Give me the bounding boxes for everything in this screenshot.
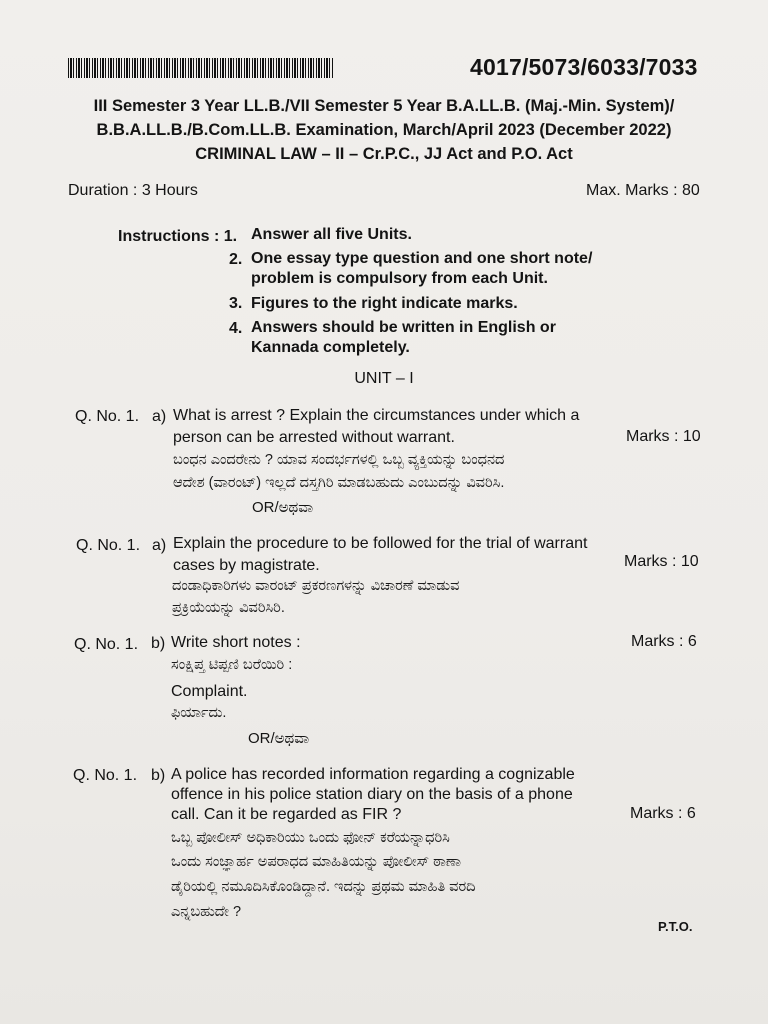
question-part: a) [152, 537, 167, 554]
question-part: b) [151, 635, 166, 652]
instruction-2-line-2: problem is compulsory from each Unit. [251, 270, 548, 287]
question-kannada-line-1: ಒಬ್ಬ ಪೋಲೀಸ್ ಅಧಿಕಾರಿಯು ಒಂದು ಫೋನ್ ಕರೆಯನ್ನಾಧರಿಸಿ [171, 830, 450, 846]
question-number: Q. No. 1. [75, 408, 140, 425]
max-marks: Max. Marks : 80 [586, 182, 700, 199]
question-marks: Marks : 10 [624, 553, 699, 570]
paper-code: 4017/5073/6033/7033 [470, 54, 698, 80]
question-text-line-3: call. Can it be regarded as FIR ? [171, 806, 402, 823]
question-text-line-1: A police has recorded information regarding a cognizable [171, 766, 575, 783]
instruction-4-line-1: Answers should be written in English or [251, 319, 556, 336]
instruction-1: Answer all five Units. [251, 226, 412, 243]
instructions-label: Instructions : 1. [118, 228, 238, 245]
question-part: b) [151, 767, 166, 784]
question-marks: Marks : 6 [631, 633, 697, 650]
instruction-3: Figures to the right indicate marks. [251, 295, 518, 312]
instruction-4-line-2: Kannada completely. [251, 339, 410, 356]
or-divider: OR/ಅಥವಾ [252, 499, 314, 516]
question-kannada-line-4: ಎನ್ನಬಹುದೇ ? [171, 904, 242, 920]
instruction-2-number: 2. [229, 251, 243, 268]
question-kannada-line-2: ಒಂದು ಸಂಜ್ಞಾರ್ಹ ಅಪರಾಧದ ಮಾಹಿತಿಯನ್ನು ಪೋಲೀಸ್ ಠಾಣಾ [171, 854, 462, 870]
barcode-image [68, 58, 334, 78]
instruction-4-number: 4. [229, 320, 243, 337]
question-text-line-2: offence in his police station diary on the basis of a phone [171, 786, 573, 803]
question-text-line-1: What is arrest ? Explain the circumstances under which a [173, 407, 580, 424]
question-number: Q. No. 1. [76, 537, 141, 554]
question-marks: Marks : 10 [626, 428, 701, 445]
question-kannada-line-1: ಬಂಧನ ಎಂದರೇನು ? ಯಾವ ಸಂದರ್ಭಗಳಲ್ಲಿ ಒಬ್ಬ ವ್ಯಕ್ತಿಯನ್ನು ಬಂಧನದ [173, 452, 505, 468]
exam-title-line-3: CRIMINAL LAW – II – Cr.P.C., JJ Act and P.O. Act [195, 145, 573, 163]
question-kannada-line-2: ಪ್ರಕ್ರಿಯೆಯನ್ನು ವಿವರಿಸಿರಿ. [172, 600, 285, 616]
exam-title-line-1: III Semester 3 Year LL.B./VII Semester 5 Year B.A.LL.B. (Maj.-Min. System)/ [93, 97, 675, 115]
or-divider: OR/ಅಥವಾ [248, 730, 310, 747]
question-kannada-line-2: ಆದೇಶ (ವಾರಂಟ್) ಇಲ್ಲದೆ ದಸ್ತಗಿರಿ ಮಾಡಬಹುದು ಎಂಬುದನ್ನು ವಿವರಿಸಿ. [173, 475, 505, 491]
instruction-3-number: 3. [229, 295, 243, 312]
question-kannada-line-3: ಡೈರಿಯಲ್ಲಿ ನಮೂದಿಸಿಕೊಂಡಿದ್ದಾನೆ. ಇದನ್ನು ಪ್ರಥಮ ಮಾಹಿತಿ ವರದಿ [171, 879, 476, 895]
exam-title-line-2: B.B.A.LL.B./B.Com.LL.B. Examination, March/April 2023 (December 2022) [96, 121, 672, 139]
short-note-item: Complaint. [171, 683, 248, 700]
question-kannada-line-1: ದಂಡಾಧಿಕಾರಿಗಳು ವಾರಂಟ್ ಪ್ರಕರಣಗಳನ್ನು ವಿಚಾರಣೆ ಮಾಡುವ [172, 578, 460, 594]
unit-heading: UNIT – I [354, 370, 414, 387]
question-marks: Marks : 6 [630, 805, 696, 822]
duration: Duration : 3 Hours [68, 182, 198, 199]
instruction-2-line-1: One essay type question and one short note/ [251, 250, 593, 267]
question-text-line-1: Write short notes : [171, 634, 301, 651]
question-part: a) [152, 408, 167, 425]
short-note-item-kannada: ಫಿರ್ಯಾದು. [171, 705, 227, 721]
question-number: Q. No. 1. [73, 767, 138, 784]
page-turn-note: P.T.O. [658, 919, 693, 934]
question-text-line-1: Explain the procedure to be followed for the trial of warrant [173, 535, 588, 552]
question-text-line-2: person can be arrested without warrant. [173, 429, 455, 446]
question-kannada-line-1: ಸಂಕ್ಷಿಪ್ತ ಟಿಪ್ಪಣಿ ಬರೆಯಿರಿ : [171, 657, 293, 673]
question-number: Q. No. 1. [74, 636, 139, 653]
question-text-line-2: cases by magistrate. [173, 557, 320, 574]
